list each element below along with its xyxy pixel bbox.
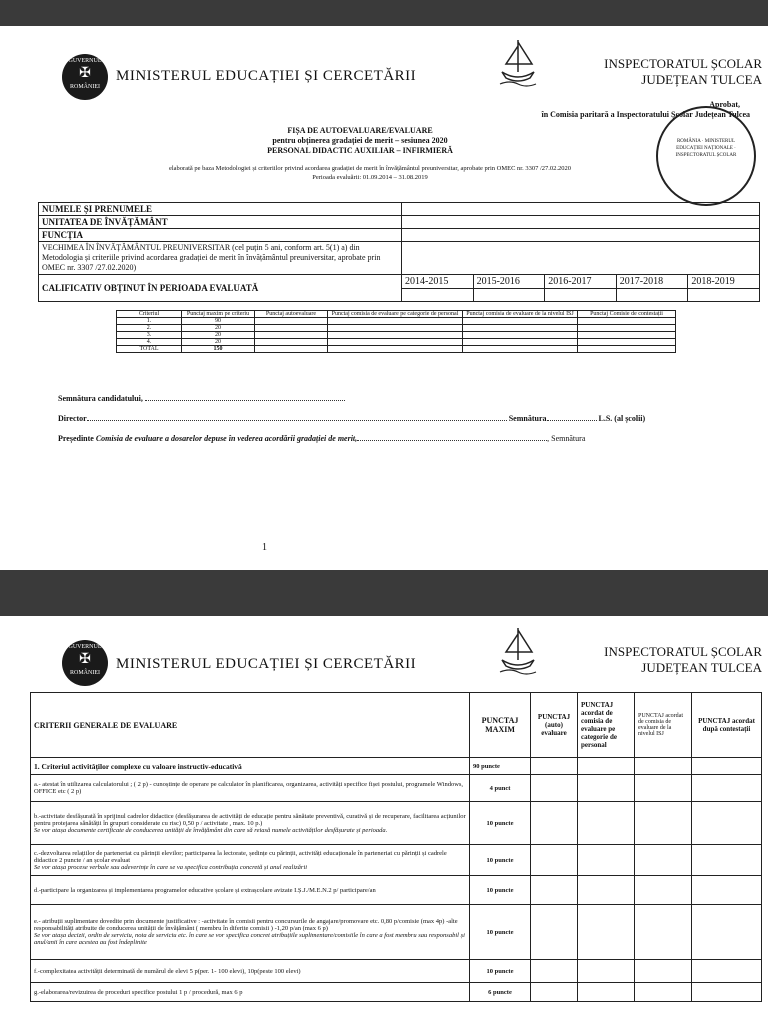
rating-2014-field[interactable] <box>402 289 474 302</box>
table-row: TOTAL 150 <box>117 346 676 353</box>
rating-2017-field[interactable] <box>616 289 688 302</box>
name-field[interactable] <box>402 203 760 216</box>
table-row: a.- atestat în utilizarea calculatorului ; ( 2 p) - cunoștințe de operare pe calculator în planificarea, organizarea, activități specifice fișei postului, programele Windows, OFFICE etc ( 2 p) 4 punct <box>31 775 762 802</box>
official-stamp: ROMÂNIA · MINISTERUL EDUCAȚIEI NAȚIONALE · INSPECTORATUL ȘCOLAR <box>656 106 756 206</box>
director-signature: Director Semnătura L.S. (al școlii) <box>58 414 646 423</box>
ministry-title: MINISTERUL EDUCAȚIEI ȘI CERCETĂRII <box>116 68 417 84</box>
romanian-government-crest-icon: GUVERNUL ✠ ROMÂNIEI <box>62 54 108 100</box>
form-page-1 <box>0 26 768 570</box>
director-signature-field[interactable] <box>547 420 597 421</box>
approval-label: Aprobat, <box>709 100 740 109</box>
table-row: VECHIMEA ÎN ÎNVĂȚĂMÂNTUL PREUNIVERSITAR (cel puțin 5 ani, conform art. 5(1) a) din Metodologia și criteriile privind acordarea gradației de merit în învățământul preuniversitar, aprobate prin OMEC nr. 3307 /27.02.2020) <box>39 242 760 275</box>
seniority-field[interactable] <box>402 242 760 275</box>
candidate-signature: Semnătura candidatului, <box>58 394 345 403</box>
table-row: e.- atribuții suplimentare dovedite prin documente justificative : -activitate în comisii pentru concursurile de angajare/promovare etc. 0,80 p/comisie (max 4p) -alte responsabilități atribuite de conducerea unității de învățământ ( membru în diferite comisii ) -1,20 p/an (max 6 p) Se vor atașa decizii, ordin de serviciu, nota de serviciu etc. în care se vor specifica concret atribuțiile suplimentare/comisiile în care a fost membru sau responsabil și anul/anii în care acestea au fost îndeplinite 10 puncte <box>31 905 762 960</box>
function-field[interactable] <box>402 229 760 242</box>
ship-emblem-icon <box>492 34 544 90</box>
evaluation-criteria-table <box>30 692 762 1002</box>
table-row: CALIFICATIV OBȚINUT ÎN PERIOADA EVALUATĂ 2014-2015 2015-2016 2016-2017 2017-2018 2018-2019 <box>39 275 760 289</box>
approval-committee: în Comisia paritară a Inspectoratului Școlar Județean Tulcea <box>541 110 750 119</box>
unit-field[interactable] <box>402 216 760 229</box>
rating-2016-field[interactable] <box>545 289 617 302</box>
document-subtitle: elaborată pe baza Metodologiei și criteriilor privind acordarea gradației de merit în învățământul preuniversitar, aprobate prin OMEC nr. 3307 /27.02.2020 Perioada evaluării: 01.09.2014 – 31.08.2019 <box>168 165 572 181</box>
table-row: 1. 90 <box>117 318 676 325</box>
rating-2015-field[interactable] <box>473 289 545 302</box>
identity-table <box>38 202 760 302</box>
score-summary-table <box>116 310 676 353</box>
table-row: 1. Criteriul activităților complexe cu valoare instructiv-educativă 90 puncte <box>31 758 762 775</box>
president-name-field[interactable] <box>357 440 547 441</box>
ministry-title: MINISTERUL EDUCAȚIEI ȘI CERCETĂRII <box>116 656 417 672</box>
table-row: 2. 20 <box>117 325 676 332</box>
table-row: 4. 20 <box>117 339 676 346</box>
table-row: NUMELE ȘI PRENUMELE <box>39 203 760 216</box>
isj-title: INSPECTORATUL ȘCOLAR JUDEȚEAN TULCEA <box>604 56 762 87</box>
page-number: 1 <box>262 542 267 553</box>
candidate-signature-field[interactable] <box>145 400 345 401</box>
table-row: 3. 20 <box>117 332 676 339</box>
president-signature: Președinte Comisia de evaluare a dosarelor depuse în vederea acordării gradației de merit, , Semnătura <box>58 434 586 443</box>
romanian-government-crest-icon: GUVERNUL ✠ ROMÂNIEI <box>62 640 108 686</box>
table-row: FUNCȚIA <box>39 229 760 242</box>
rating-2018-field[interactable] <box>688 289 760 302</box>
table-row: f.-complexitatea activității determinată de numărul de elevi 5 p(per. 1- 100 elevi), 10p(peste 100 elevi) 10 puncte <box>31 960 762 983</box>
table-row: UNITATEA DE ÎNVĂȚĂMÂNT <box>39 216 760 229</box>
document-title: FIȘA DE AUTOEVALUARE/EVALUARE pentru obținerea gradației de merit – sesiunea 2020 PERSONAL DIDACTIC AUXILIAR – INFIRMIERĂ <box>267 126 453 155</box>
director-name-field[interactable] <box>87 420 507 421</box>
isj-title: INSPECTORATUL ȘCOLAR JUDEȚEAN TULCEA <box>604 644 762 675</box>
table-row: c.-dezvoltarea relațiilor de parteneriat cu părinții elevilor; participarea la lectorate, ședințe cu părinții, activități educaționale în parteneriat cu părinții și cadrele didactice 2 puncte / an școlar evaluat Se vor atașa procese verbale sau adeverințe în care se va specifica contribuția concretă și anul realizării 10 puncte <box>31 845 762 876</box>
table-row: b.-activitate desfășurată în sprijinul cadrelor didactice (desfășurarea de activități de educație pentru sănătate preventivă, curativă și de recuperare, facilitarea acțiunilor pentru protejarea sănătății în grupuri considerate cu risc) 0,50 p / activitate , max. 10 p.) Se vor atașa documente certificate de conducerea unității de învățământ din care să reiasă numele activităților desfășurate și perioada. 10 puncte <box>31 802 762 845</box>
ship-emblem-icon <box>492 622 544 678</box>
table-row: Criteriul Punctaj maxim pe criteriu Punctaj autoevaluare Punctaj comisia de evaluare pe categorie de personal Punctaj comisia de evaluare de la nivelul ISJ Punctaj Comisie de contestații <box>117 311 676 318</box>
table-row: g.-elaborarea/revizuirea de proceduri specifice postului 1 p / procedură, max 6 p 6 puncte <box>31 983 762 1002</box>
table-row: d.-participare la organizarea și implementarea programelor educative școlare și extrașcolare avizate I.Ș.J./M.E.N.2 p/ participare/an 10 puncte <box>31 876 762 905</box>
table-row: CRITERII GENERALE DE EVALUARE PUNCTAJ MAXIM PUNCTAJ (auto) evaluare PUNCTAJ acordat de comisia de evaluare pe categorie de personal PUNCTAJ acordat de comisia de evaluare de la nivelul ISJ PUNCTAJ acordat după contestații <box>31 693 762 758</box>
form-page-2 <box>0 616 768 1024</box>
